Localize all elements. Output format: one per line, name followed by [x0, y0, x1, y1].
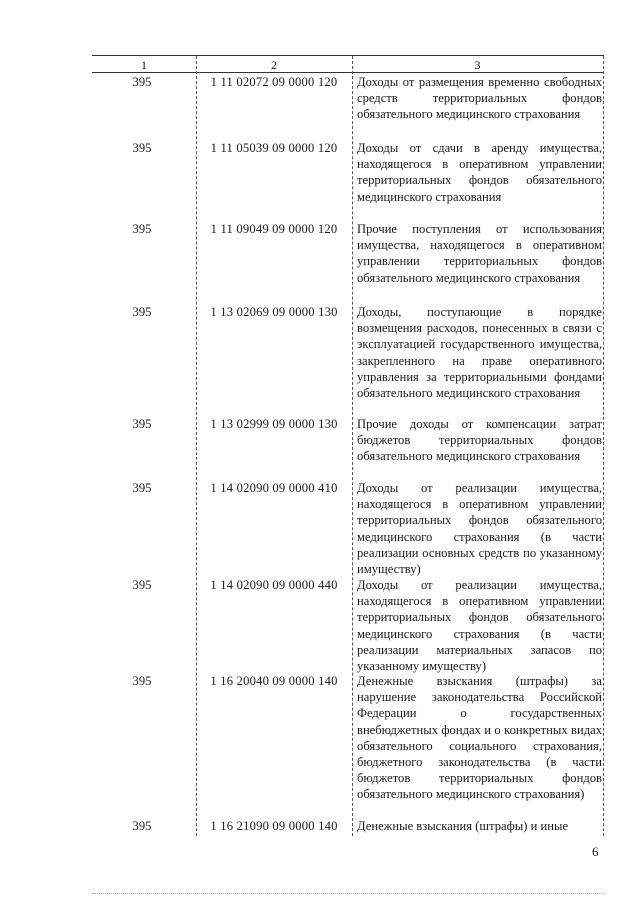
row-6-income-name: Доходы от реализации имущества, находящегося в оперативном управлении территориальных фондов обязательного медицинского страхования (в части реализации основных средств по указанному имуществу) — [357, 481, 602, 577]
row-7-admin-code: 395 — [132, 578, 152, 592]
row-8-income-name: Денежные взыскания (штрафы) за нарушение законодательства Российской Федерации о государственных внебюджетных фондах и о конкретных видах обязательного социального страхования, бюджетного законодательства (в части бюджетов территориальных фондов обязательного медицинского страхования) — [357, 674, 602, 802]
column-header-1: 1 — [141, 58, 147, 72]
row-9-income-name: Денежные взыскания (штрафы) и иные — [357, 819, 569, 833]
table-top-border — [92, 55, 604, 56]
row-1-admin-code: 395 — [132, 75, 152, 89]
row-4-income-name: Доходы, поступающие в порядке возмещения расходов, понесенных в связи с эксплуатацией государственного имущества, закрепленного на праве оперативного управления за территориальными фондами обязательного медицинского страхования — [357, 305, 602, 401]
row-2-income-name: Доходы от сдачи в аренду имущества, находящегося в оперативном управлении территориальных фондов обязательного медицинского страхования — [357, 141, 602, 204]
row-3-income-name: Прочие поступления от использования имущества, находящегося в оперативном управлении территориальных фондов обязательного медицинского страхования — [357, 222, 602, 285]
row-4-budget-code: 1 13 02069 09 0000 130 — [210, 305, 338, 319]
column-divider-2 — [352, 56, 353, 836]
row-6-admin-code: 395 — [132, 481, 152, 495]
row-5-admin-code: 395 — [132, 417, 152, 431]
column-divider-1 — [196, 56, 197, 836]
row-8-admin-code: 395 — [132, 674, 152, 688]
row-6-budget-code: 1 14 02090 09 0000 410 — [210, 481, 338, 495]
column-header-3: 3 — [474, 58, 481, 72]
table-right-border — [603, 56, 604, 836]
row-2-budget-code: 1 11 05039 09 0000 120 — [210, 141, 338, 155]
column-header-2: 2 — [271, 58, 277, 72]
row-7-income-name: Доходы от реализации имущества, находящегося в оперативном управлении территориальных фондов обязательного медицинского страхования (в части реализации материальных запасов по указанному имуществу) — [357, 578, 602, 674]
row-1-income-name: Доходы от размещения временно свободных средств территориальных фондов обязательного медицинского страхования — [357, 75, 602, 122]
row-2-admin-code: 395 — [132, 141, 152, 155]
row-8-budget-code: 1 16 20040 09 0000 140 — [210, 674, 338, 688]
row-1-budget-code: 1 11 02072 09 0000 120 — [210, 75, 338, 89]
row-9-budget-code: 1 16 21090 09 0000 140 — [210, 819, 338, 833]
row-7-budget-code: 1 14 02090 09 0000 440 — [210, 578, 338, 592]
row-3-budget-code: 1 11 09049 09 0000 120 — [210, 222, 338, 236]
row-5-income-name: Прочие доходы от компенсации затрат бюджетов территориальных фондов обязательного медицинского страхования — [357, 417, 602, 464]
row-4-admin-code: 395 — [132, 305, 152, 319]
row-5-budget-code: 1 13 02999 09 0000 130 — [210, 417, 338, 431]
row-9-admin-code: 395 — [132, 819, 152, 833]
page-bottom-edge — [92, 893, 604, 894]
page-number: 6 — [592, 844, 599, 859]
row-3-admin-code: 395 — [132, 222, 152, 236]
